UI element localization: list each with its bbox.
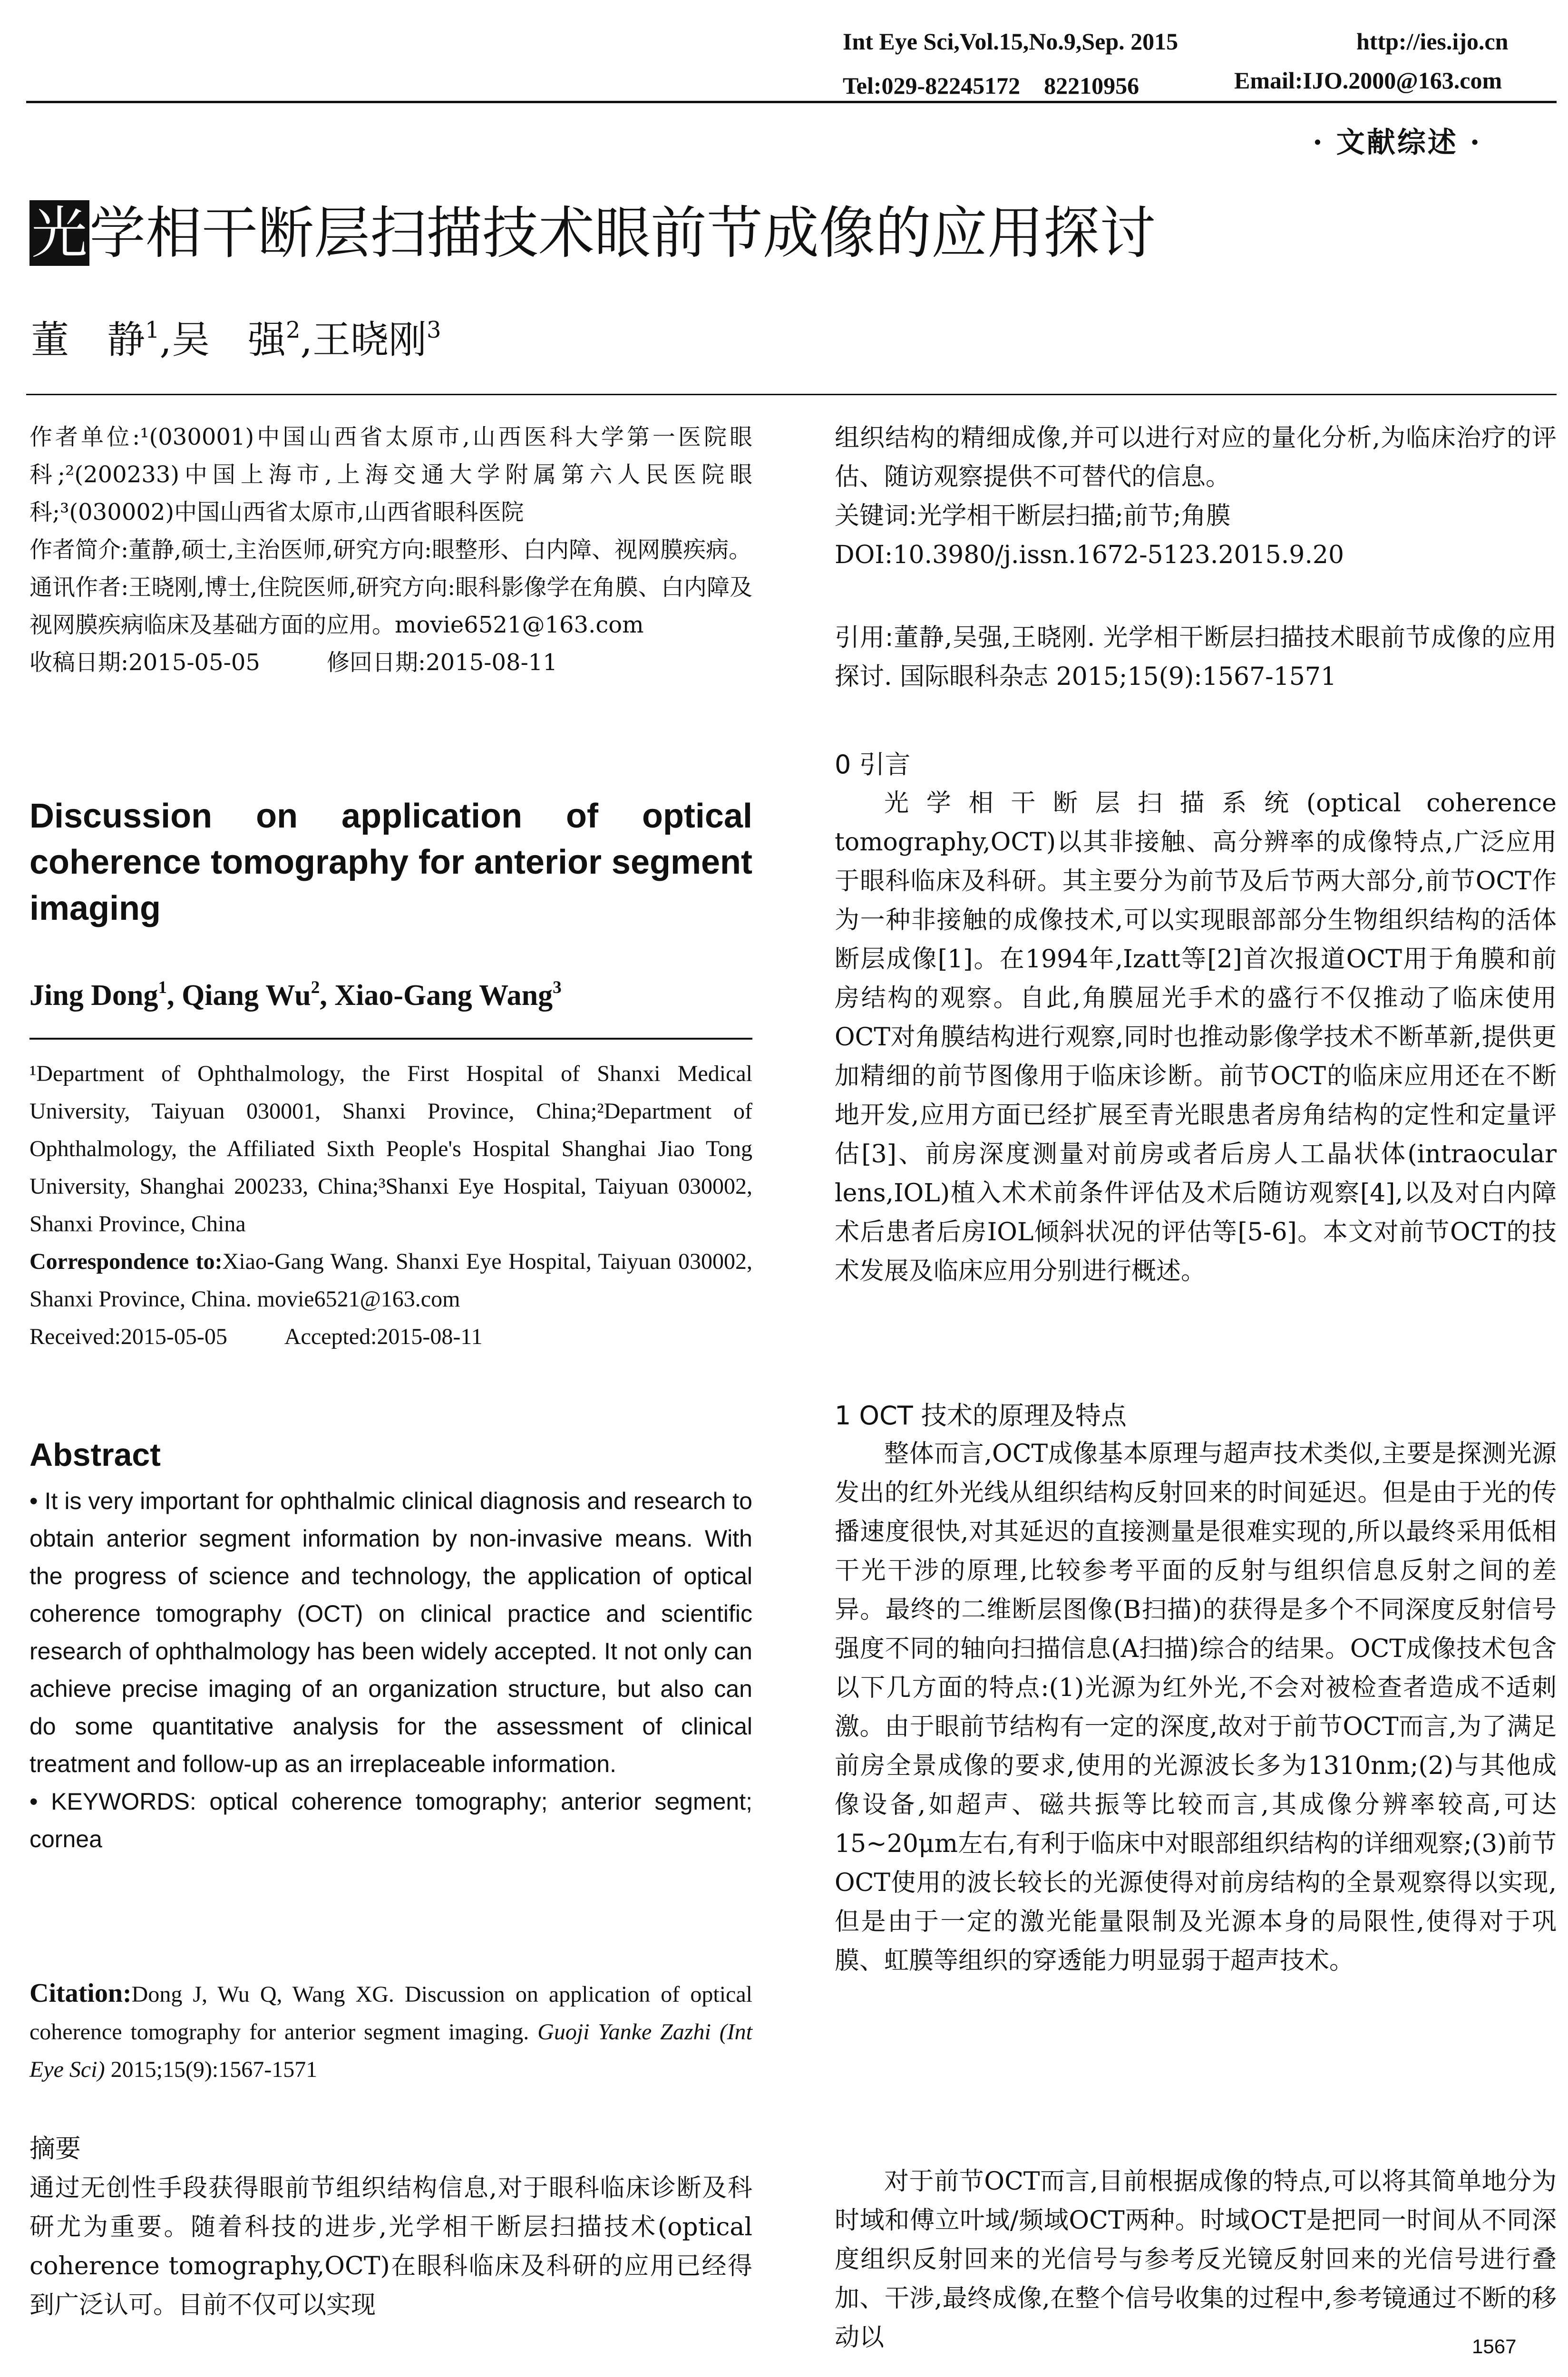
journal-url: http://ies.ijo.cn	[1356, 28, 1509, 55]
author-3-cn: 王晓刚	[312, 318, 427, 362]
header-rule	[26, 101, 1557, 103]
section-1-para-2: 对于前节OCT而言,目前根据成像的特点,可以将其简单地分为时域和傅立叶域/频域OCT两种。时域OCT是把同一时间从不同深度组织反射回来的光信号与参考反光镜反射回来的光信号进行叠加、干涉,最终成像,在整个信号收集的过程中,参考镜通过不断的移动以	[835, 2167, 1557, 2352]
keywords-cn-label: 关键词:	[835, 502, 917, 530]
left-column-meta	[29, 419, 752, 682]
author-3-en-sup: 3	[553, 977, 562, 997]
citation-en	[29, 1975, 752, 2088]
section-label: · 文献综述 ·	[1313, 126, 1482, 159]
bio-cn: 作者简介:董静,硕士,主治医师,研究方向:眼整形、白内障、视网膜疾病。	[29, 536, 752, 563]
author-2-sup: 2	[285, 316, 301, 343]
author-3-en: Xiao-Gang Wang	[334, 979, 553, 1012]
citation-en-label: Citation:	[29, 1978, 132, 2008]
accepted-en: Accepted:2015-08-11	[284, 1324, 483, 1349]
authors-rule	[26, 394, 1557, 395]
doi: DOI:10.3980/j.issn.1672-5123.2015.9.20	[835, 541, 1344, 569]
section-1-heading: 1 OCT 技术的原理及特点	[835, 1401, 1127, 1431]
affiliation-en: ¹Department of Ophthalmology, the First Hospital of Shanxi Medical University, Taiyuan 030001, Shanxi Province, China;²Department of Ophthalmology, the Affiliated Sixth People's Hospital Shanghai Jiao Tong University, Shanghai 200233, China;³Shanxi Eye Hospital, Taiyuan 030002, Shanxi Province, China	[29, 1061, 752, 1237]
received-en: Received:2015-05-05	[29, 1324, 227, 1349]
authors-en: Jing Dong$^1$, Qiang Wu$^2$, Xiao-Gang Wang$^3$	[29, 977, 562, 1012]
correspondence-label: Correspondence to:	[29, 1249, 223, 1274]
authors-cn	[31, 309, 441, 364]
section-0-para: 光学相干断层扫描系统(optical coherence tomography,OCT)以其非接触、高分辨率的成像特点,广泛应用于眼科临床及科研。其主要分为前节及后节两大部分,前节OCT作为一种非接触的成像技术,可以实现眼部部分生物组织结构的活体断层成像[1]。在1994年,Izatt等[2]首次报道OCT用于角膜和前房结构的观察。自此,角膜屈光手术的盛行不仅推动了临床使用OCT对角膜结构进行观察,同时也推动影像学技术不断革新,提供更加精细的前节图像用于临床诊断。前节OCT的临床应用还在不断地开发,应用方面已经扩展至青光眼患者房角结构的定性和定量评估[3]、前房深度测量对前房或者后房人工晶状体(intraocular lens,IOL)植入术术前条件评估及术后随访观察[4],以及对白内障术后患者后房IOL倾斜状况的评估等[5-6]。本文对前节OCT的技术发展及临床应用分别进行概述。	[835, 789, 1557, 1286]
section-0-heading: 0 引言	[835, 750, 911, 779]
abstract-cn-heading: 摘要	[29, 2133, 81, 2163]
keywords-cn	[835, 497, 1557, 536]
received-cn: 收稿日期:2015-05-05	[29, 649, 260, 676]
abstract-cn: 通过无创性手段获得眼前节组织结构信息,对于眼科临床诊断及科研尤为重要。随着科技的进步,光学相干断层扫描技术(optical coherence tomography,OCT)在眼科临床及科研的应用已经得到广泛认可。目前不仅可以实现	[29, 2174, 752, 2319]
abstract-heading: Abstract	[29, 1437, 161, 1473]
correspondence-en	[29, 1243, 752, 1318]
title-en: Discussion on application of optical coherence tomography for anterior segment imaging	[29, 797, 752, 927]
citation-en-tail: 2015;15(9):1567-1571	[105, 2057, 318, 2082]
keywords-en: • KEYWORDS: optical coherence tomography; anterior segment; cornea	[29, 1788, 752, 1852]
abstract-cn-cont: 组织结构的精细成像,并可以进行对应的量化分析,为临床治疗的评估、随访观察提供不可替代的信息。	[835, 424, 1557, 491]
author-1-en-sup: 1	[158, 977, 167, 997]
citation-cn-label: 引用:	[835, 623, 894, 652]
author-1-cn: 董 静	[31, 318, 145, 362]
dates-en	[29, 1318, 752, 1355]
title-first-char: 光	[29, 200, 89, 266]
citation-cn-text: 董静,吴强,王晓刚. 光学相干断层扫描技术眼前节成像的应用探讨. 国际眼科杂志 2015;15(9):1567-1571	[835, 623, 1557, 691]
page-number: 1567	[1472, 2335, 1517, 2358]
journal-info: Int Eye Sci,Vol.15,No.9,Sep. 2015	[843, 28, 1178, 55]
keywords-cn-text: 光学相干断层扫描;前节;角膜	[917, 502, 1231, 530]
author-2-cn: 吴 强	[171, 318, 286, 362]
author-2-en: Qiang Wu	[182, 979, 311, 1012]
author-sep-1: ,	[159, 318, 172, 362]
dates-cn	[29, 644, 752, 682]
author-1-en: Jing Dong	[29, 979, 158, 1012]
author-1-sup: 1	[145, 316, 160, 343]
article-title	[29, 200, 1156, 266]
section-1-para-1: 整体而言,OCT成像基本原理与超声技术类似,主要是探测光源发出的红外光线从组织结构反射回来的时间延迟。但是由于光的传播速度很快,对其延迟的直接测量是很难实现的,所以最终采用低相干光干涉的原理,比较参考平面的反射与组织信息反射之间的差异。最终的二维断层图像(B扫描)的获得是多个不同深度反射信号强度不同的轴向扫描信息(A扫描)综合的结果。OCT成像技术包含以下几方面的特点:(1)光源为红外光,不会对被检查者造成不适刺激。由于眼前节结构有一定的深度,故对于前节OCT而言,为了满足前房全景成像的要求,使用的光源波长多为1310nm;(2)与其他成像设备,如超声、磁共振等比较而言,其成像分辨率较高,可达15~20μm左右,有利于临床中对眼部组织结构的详细观察;(3)前节OCT使用的波长较长的光源使得对前房结构的全景观察得以实现,但是由于一定的激光能量限制及光源本身的局限性,使得对于巩膜、虹膜等组织的穿透能力明显弱于超声技术。	[835, 1440, 1557, 1975]
revised-cn: 修回日期:2015-08-11	[326, 649, 557, 676]
abstract-en: • It is very important for ophthalmic clinical diagnosis and research to obtain anterior segment information by non-invasive means. With the progress of science and technology, the application of optical coherence tomography (OCT) on clinical practice and scientific research of ophthalmology has been widely accepted. It not only can achieve precise imaging of an organization structure, but also can do some quantitative analysis for the assessment of clinical treatment and follow-up as an irreplaceable information.	[29, 1488, 752, 1777]
author-2-en-sup: 2	[311, 977, 320, 997]
en-authors-rule	[29, 1038, 752, 1040]
right-column-top	[835, 419, 1557, 575]
abstract-en-block	[29, 1482, 752, 1858]
title-rest: 学相干断层扫描技术眼前节成像的应用探讨	[89, 200, 1156, 266]
journal-email: Email:IJO.2000@163.com	[1234, 67, 1502, 94]
citation-en-text: Dong J, Wu Q, Wang XG. Discussion on application of optical coherence tomography for anterior segment imaging.	[29, 1982, 752, 2045]
journal-tel: Tel:029-82245172 82210956	[843, 72, 1139, 99]
affiliation-cn: 作者单位:¹(030001)中国山西省太原市,山西医科大学第一医院眼科;²(200233)中国上海市,上海交通大学附属第六人民医院眼科;³(030002)中国山西省太原市,山西省眼科医院	[29, 424, 752, 526]
correspondence-en-text: Xiao-Gang Wang. Shanxi Eye Hospital, Taiyuan 030002, Shanxi Province, China. movie6521@163.com	[29, 1249, 752, 1312]
citation-cn	[835, 618, 1557, 696]
affiliation-en-block	[29, 1055, 752, 1355]
correspondence-cn: 通讯作者:王晓刚,博士,住院医师,研究方向:眼科影像学在角膜、白内障及视网膜疾病临床及基础方面的应用。movie6521@163.com	[29, 574, 752, 638]
citation-en-journal: Guoji Yanke Zazhi (Int Eye Sci)	[29, 2019, 753, 2082]
author-sep-2: ,	[300, 318, 312, 362]
author-3-sup: 3	[426, 316, 441, 343]
